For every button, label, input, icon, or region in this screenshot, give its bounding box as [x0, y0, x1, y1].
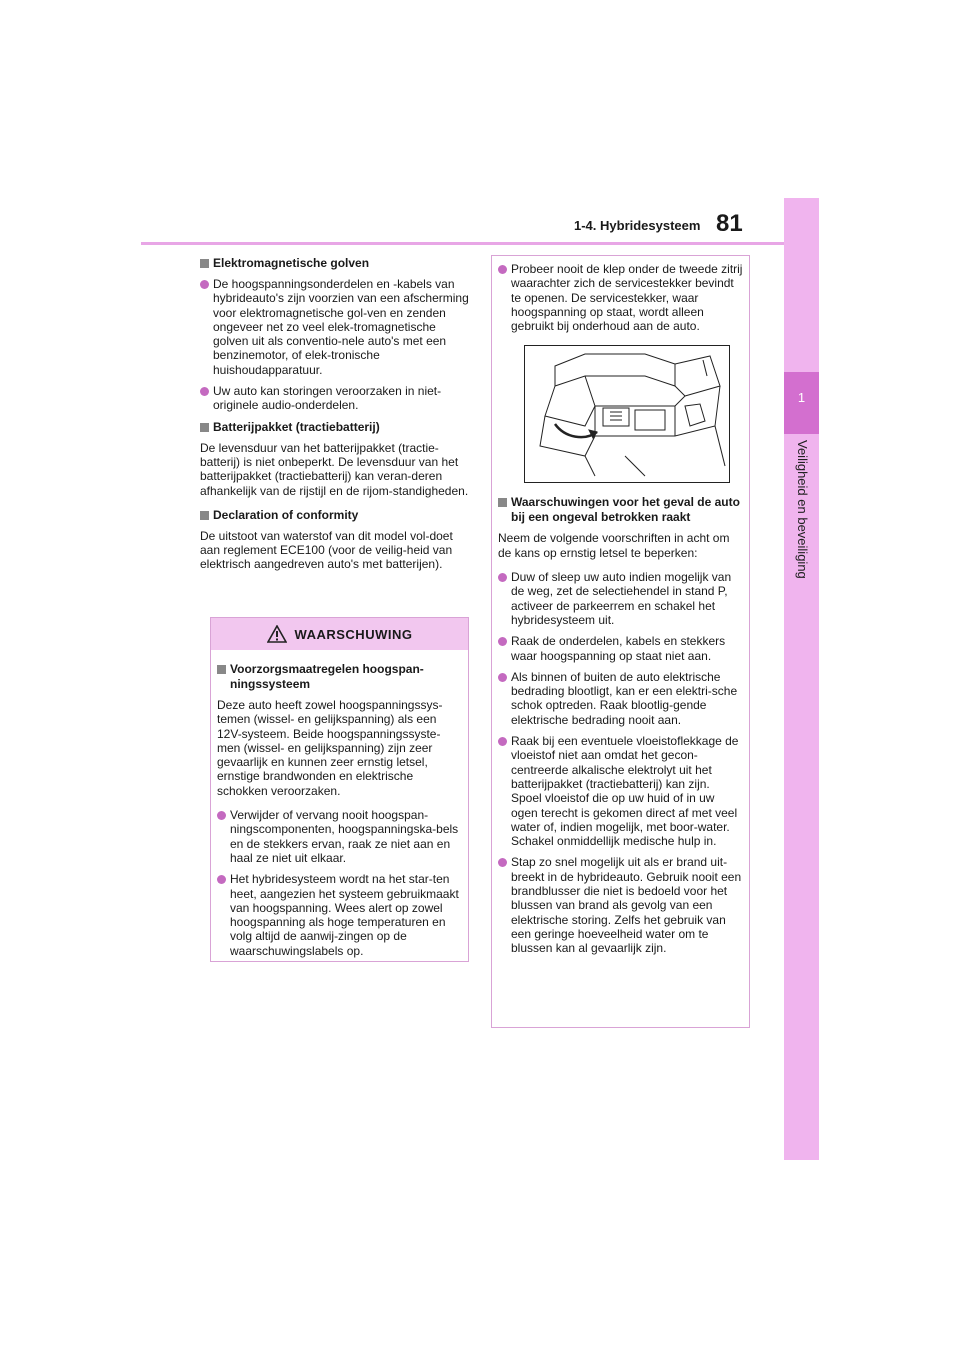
- bullet-item: Als binnen of buiten de auto elektrische bedrading blootligt, kan er een elektri-sche schok optreden. Raak blootlig-gende elektrische bedrading nooit aan.: [498, 670, 743, 727]
- bullet-item: Probeer nooit de klep onder de tweede zitrij waarachter zich de servicestekker bevindt te openen. De servicestekker, waar hoogspanning op staat, wordt alleen gebruikt bij onderhoud aan de auto.: [498, 262, 743, 333]
- header-rule: [141, 242, 784, 245]
- bullet-item: Stap zo snel mogelijk uit als er brand uit-breekt in de hybrideauto. Gebruik nooit een brandblusser die niet is bedoeld voor het blussen van brand als gevolg van een elektrische storing. Zelfs het gebruik van een geringe hoeveelheid water om te blussen kan al gevaarlijk zijn.: [498, 855, 743, 955]
- bullet-item: Het hybridesysteem wordt na het star-ten heet, aangezien het systeem gebruikmaakt van hoogspanning. Wees alert op zowel hoogspanning als hoge temperaturen en volg altijd de aanwij-zingen op de waarschuwingslabels op.: [217, 872, 462, 958]
- right-warning-continuation: [491, 255, 750, 1028]
- warning-header: [211, 618, 468, 650]
- rear-seat-illustration: [524, 345, 730, 483]
- bullet-item: Duw of sleep uw auto indien mogelijk van de weg, zet de selectiehendel in stand P, activeer de parkeerrem en schakel het hybridesysteem uit.: [498, 570, 743, 627]
- chapter-label: Veiligheid en beveiliging: [795, 440, 810, 579]
- page-number: 81: [716, 210, 743, 237]
- bullet-item: Raak de onderdelen, kabels en stekkers waar hoogspanning op staat niet aan.: [498, 634, 743, 663]
- chapter-number: 1: [797, 390, 806, 405]
- paragraph: Neem de volgende voorschriften in acht om de kans op ernstig letsel te beperken:: [498, 531, 730, 560]
- paragraph: De uitstoot van waterstof van dit model vol-doet aan reglement ECE100 (voor de veilig-heid van elektrisch aangedreven auto's met batterijen).: [200, 528, 453, 572]
- service-plug-illustration: [525, 346, 729, 482]
- chapter-side-tab: [784, 198, 819, 1160]
- bullet-item: Raak bij een eventuele vloeistoflekkage de vloeistof niet aan omdat het gecon-centreerde alkalische elektrolyt uit het batterijpakket (tractiebatterij) kan zijn. Spoel vloeistof die op uw huid of in uw ogen terecht is gekomen direct af met veel water of, indien mogelijk, met boor-water. Schakel onmiddellijk medische hulp in.: [498, 734, 743, 848]
- section-heading: Waarschuwingen voor het geval de auto bij een ongeval betrokken raakt: [498, 495, 743, 525]
- paragraph: Deze auto heeft zowel hoogspanningssys-temen (wissel- en gelijkspanning) als een 12V-systeem. Beide hoogspanningssyste-men (wissel- en gelijkspanning) zijn zeer gevaarlijk en kunnen zeer ernstig letsel, ernstige brandwonden en elektrische schokken veroorzaken.: [217, 698, 443, 798]
- paragraph: De levensduur van het batterijpakket (tractie-batterij) is niet onbeperkt. De levensduur van het batterijpakket (tractiebatterij) kan veran-deren afhankelijk van de rijstijl en de rijom-standigheden.: [200, 440, 469, 498]
- warning-box: [210, 617, 469, 962]
- warning-title: WAARSCHUWING: [294, 626, 413, 642]
- bullet-item: Uw auto kan storingen veroorzaken in niet-originele audio-onderdelen.: [200, 384, 470, 413]
- warning-triangle-icon: [267, 625, 287, 643]
- section-heading: Batterijpakket (tractiebatterij): [200, 420, 470, 435]
- section-heading: Voorzorgsmaatregelen hoogspan-ningssysteem: [217, 662, 462, 692]
- section-heading: Declaration of conformity: [200, 508, 470, 523]
- warning-body: [211, 650, 468, 958]
- section-heading: Elektromagnetische golven: [200, 256, 470, 271]
- bullet-item: De hoogspanningsonderdelen en -kabels van hybrideauto's zijn voorzien van een afscherming voor elektromagnetische gol-ven en zenden ongeveer net zo veel elek-tromagnetische golven uit als conventio-nele auto's met een benzinemotor, of elek-tronische huishoudapparatuur.: [200, 277, 470, 377]
- bullet-item: Verwijder of vervang nooit hoogspan-ningscomponenten, hoogspanningska-bels en de stekkers ervan, raak ze niet aan en haal ze niet uit elkaar.: [217, 808, 462, 865]
- left-column: [200, 256, 470, 582]
- right-body: [492, 256, 749, 956]
- section-title: 1-4. Hybridesysteem: [574, 218, 701, 233]
